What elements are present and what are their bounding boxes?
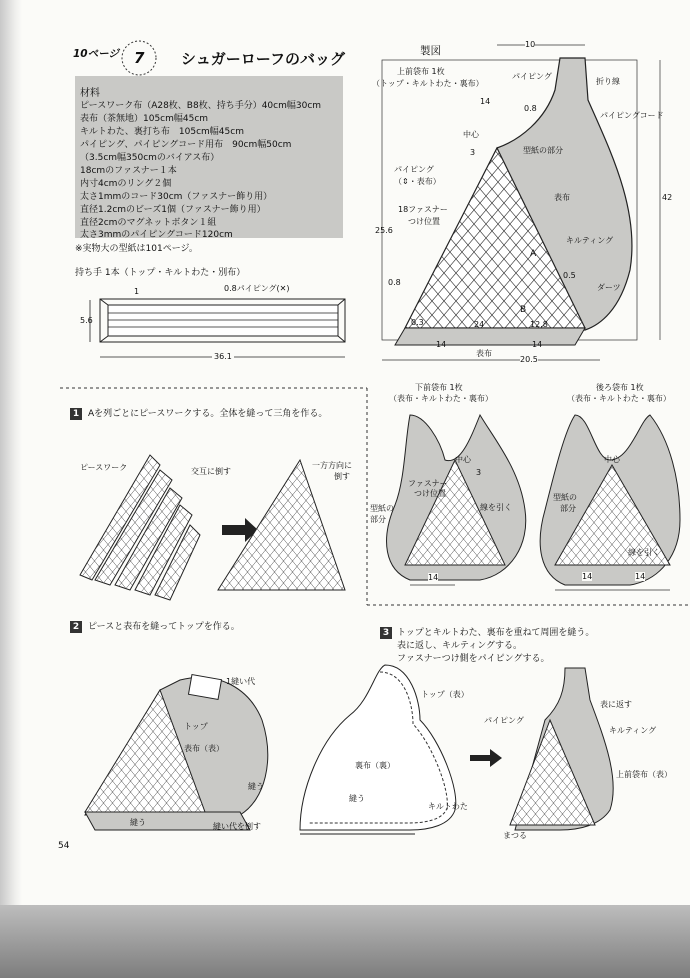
back-pattern: 型紙の: [553, 493, 577, 502]
lower-front-line: 線を引く: [480, 503, 512, 512]
step3-sew: 縫う: [349, 794, 365, 803]
handle-height: 5.6: [80, 316, 93, 325]
label-pattern-part: 型紙の部分: [523, 146, 563, 155]
step-text: Aを列ごとにピースワークする。全体を縫って三角を作る。: [88, 409, 328, 419]
material-line: 太さ3mmのパイピングコード120cm: [80, 230, 233, 240]
dim-24: 24: [474, 320, 485, 329]
lower-front-pattern-sub: 部分: [370, 515, 386, 524]
label-piece-b: B: [520, 305, 527, 315]
step3-turn: 表に返す: [600, 700, 632, 709]
dim-25.6: 25.6: [375, 226, 393, 235]
step3-batting: キルトわた: [428, 802, 468, 811]
pattern-note: ※実物大の型紙は101ページ。: [75, 244, 198, 254]
step2-diagram: [85, 675, 268, 830]
lower-front-bag-diagram: [387, 415, 526, 585]
back-d14-b: 14: [635, 572, 646, 581]
back-sub: （表布・キルトわた・裏布）: [567, 394, 671, 403]
step2-outer: 表布（表）: [184, 744, 224, 753]
material-line: 直径2cmのマグネットボタン１組: [80, 218, 217, 228]
step-number: 3: [380, 627, 392, 639]
label-dart: ダーツ: [597, 283, 621, 292]
layout-title: 製図: [420, 45, 441, 57]
dim-0.8: 0.8: [524, 104, 537, 113]
material-line: ピースワーク布（A28枚、B8枚、持ち手分）40cm幅30cm: [80, 101, 322, 111]
step-number: 1: [70, 408, 82, 420]
step3-piping: パイピング: [484, 716, 524, 725]
lower-front-title: 下前袋布 1枚: [415, 383, 463, 392]
label-outer-bottom: 表布: [476, 349, 492, 358]
lower-front-zipper: ファスナー: [408, 479, 448, 488]
material-line: パイピング、パイピングコード用布 90cm幅50cm: [80, 140, 292, 150]
lower-front-sub: （表布・キルトわた・裏布）: [389, 394, 493, 403]
material-line: 内寸4cmのリング２個: [80, 179, 172, 189]
label-piping-bias: パイピング: [394, 165, 434, 174]
handle-piping-label: 0.8パイピング(✕): [224, 284, 290, 293]
material-line: 18cmのファスナー１本: [80, 166, 177, 176]
step1-one-dir: 一方方向に: [312, 461, 352, 470]
back-title: 後ろ袋布 1枚: [596, 383, 644, 392]
dim-14-left: 14: [480, 97, 491, 106]
step-text-3: ファスナーつけ側をパイピングする。: [397, 654, 550, 664]
step1-strips-diagram: [80, 455, 345, 600]
step3-stitch: まつる: [503, 831, 527, 840]
material-line: （3.5cm幅350cmのバイアス布）: [80, 153, 220, 163]
label-piece-a: A: [530, 249, 537, 259]
step1-one-dir2: 倒す: [334, 472, 350, 481]
lower-front-center: 中心: [455, 455, 471, 464]
back-line: 線を引く: [628, 548, 660, 557]
upper-front-title: 上前袋布 1枚: [397, 67, 445, 76]
material-line: 表布（茶無地）105cm幅45cm: [80, 114, 209, 124]
dim-20.5: 20.5: [520, 355, 538, 364]
dim-42: 42: [662, 193, 673, 202]
material-line: 太さ1mmのコード30cm（ファスナー飾り用）: [80, 192, 273, 202]
label-fold-line: 折り線: [596, 77, 620, 86]
dim-12.8: 12.8: [530, 320, 548, 329]
page-number: 54: [58, 841, 70, 851]
dim-3: 3: [470, 148, 476, 157]
label-center: 中心: [463, 130, 479, 139]
dim-0.8-b: 0.8: [388, 278, 401, 287]
label-zipper: 18ファスナー: [398, 205, 448, 214]
dim-top: 10: [525, 40, 536, 49]
step3-top-face: トップ（表）: [421, 690, 469, 699]
project-number: 7: [134, 49, 145, 67]
step3-upper-front: 上前袋布（表）: [616, 770, 672, 779]
label-zipper-sub: つけ位置: [408, 217, 440, 226]
upper-front-sub: （トップ・キルトわた・裏布）: [372, 79, 484, 88]
lower-front-zipper-sub: つけ位置: [414, 489, 446, 498]
back-pattern-sub: 部分: [560, 504, 576, 513]
dim-0.3: 0.3: [411, 318, 424, 327]
lower-front-d3: 3: [476, 468, 482, 477]
lower-front-d14: 14: [428, 573, 439, 582]
lower-front-pattern: 型紙の: [370, 504, 394, 513]
step2-fold: 縫い代を倒す: [213, 822, 261, 831]
step1-alternate: 交互に倒す: [191, 467, 231, 476]
material-line: キルトわた、裏打ち布 105cm幅45cm: [80, 127, 244, 137]
step-text: ピースと表布を縫ってトップを作る。: [88, 622, 240, 632]
step3-quilting: キルティング: [609, 726, 657, 735]
step-text-2: 表に返し、キルティングする。: [397, 641, 523, 651]
handle-diagram: [90, 299, 345, 357]
back-center: 中心: [604, 455, 620, 464]
step2-sew: 縫う: [248, 782, 264, 791]
dim-14-a: 14: [436, 340, 447, 349]
step-text: トップとキルトわた、裏布を重ねて周囲を縫う。: [397, 628, 595, 638]
label-quilting: キルティング: [566, 236, 614, 245]
label-outer: 表布: [554, 193, 570, 202]
back-bag-diagram: [540, 415, 680, 590]
material-line: 直径1.2cmのビーズ1個（ファスナー飾り用）: [80, 205, 266, 215]
page-reference: 10ページ: [73, 48, 119, 60]
back-d14-a: 14: [582, 572, 593, 581]
handle-label-1: 1: [134, 287, 140, 296]
step2-sew2: 縫う: [130, 818, 146, 827]
dim-0.5: 0.5: [563, 271, 576, 280]
dim-14-b: 14: [532, 340, 543, 349]
handle-length: 36.1: [214, 352, 232, 361]
handle-title: 持ち手 1本（トップ・キルトわた・別布）: [75, 268, 246, 278]
label-piping-cord: パイピングコード: [600, 111, 664, 120]
label-piping-top: パイピング: [512, 72, 552, 81]
step3-lining: 裏布（裏）: [355, 761, 395, 770]
label-piping-bias-sub: （⇕・表布）: [394, 177, 441, 186]
step-number: 2: [70, 621, 82, 633]
step1-piecework: ピースワーク: [80, 463, 128, 472]
materials-heading: 材料: [80, 88, 100, 99]
step2-top: トップ: [184, 722, 208, 731]
page-title: シュガーローフのバッグ: [181, 50, 345, 68]
step2-seam: 1縫い代: [226, 677, 256, 686]
